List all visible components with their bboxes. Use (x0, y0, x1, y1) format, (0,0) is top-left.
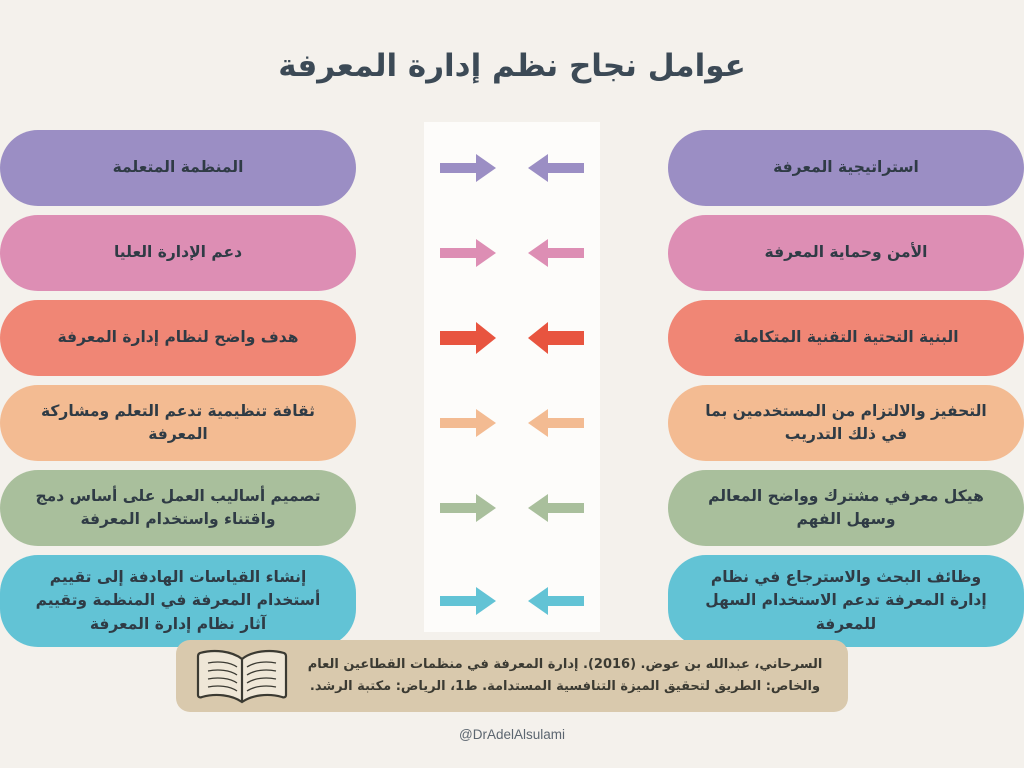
reference-text: السرحاني، عبدالله بن عوض. (2016). إدارة المعرفة في منظمات القطاعين العام والخاص: الطريق لتحقيق الميزة التنافسية المستدامة. ط1، الرياض: مكتبة الرشد. (307, 656, 823, 694)
reference-box (176, 640, 848, 712)
factor-label: دعم الإدارة العليا (113, 243, 243, 262)
arrow-left-icon (526, 321, 584, 355)
factor-pill-left[interactable] (668, 215, 1024, 291)
arrow-right-icon (440, 151, 498, 185)
arrow-right-icon (440, 406, 498, 440)
table-row (0, 300, 1024, 376)
arrow-right-icon (440, 491, 498, 525)
factor-pill-right[interactable] (0, 555, 356, 647)
table-row (0, 130, 1024, 206)
factor-label: هيكل معرفي مشترك وواضح المعالم وسهل الفهم (708, 486, 984, 528)
factor-pill-left[interactable] (668, 470, 1024, 546)
factor-label: وظائف البحث والاسترجاع في نظام إدارة المعرفة تدعم الاستخدام السهل للمعرفة (705, 568, 987, 633)
arrow-pair (424, 300, 600, 376)
factor-label: المنظمة المتعلمة (112, 158, 244, 177)
arrow-pair (424, 385, 600, 461)
arrow-pair (424, 130, 600, 206)
factor-pill-right[interactable] (0, 130, 356, 206)
factor-label: هدف واضح لنظام إدارة المعرفة (57, 328, 299, 347)
arrow-left-icon (526, 236, 584, 270)
factor-pill-right[interactable] (0, 300, 356, 376)
factor-pill-right[interactable] (0, 215, 356, 291)
arrow-left-icon (526, 406, 584, 440)
arrow-pair (424, 215, 600, 291)
open-book-icon (194, 645, 290, 707)
arrow-left-icon (526, 151, 584, 185)
factor-label: البنية التحتية التقنية المتكاملة (733, 328, 959, 347)
arrow-right-icon (440, 321, 498, 355)
factor-label: الأمن وحماية المعرفة (764, 243, 928, 262)
factor-pill-right[interactable] (0, 470, 356, 546)
arrow-left-icon (526, 491, 584, 525)
table-row (0, 215, 1024, 291)
factor-label: ثقافة تنظيمية تدعم التعلم ومشاركة المعرفة (41, 401, 315, 443)
arrow-left-icon (526, 584, 584, 618)
arrow-right-icon (440, 236, 498, 270)
factor-label: التحفيز والالتزام من المستخدمين بما في ذلك التدريب (705, 401, 987, 443)
factor-pill-right[interactable] (0, 385, 356, 461)
factor-label: تصميم أساليب العمل على أساس دمج واقتناء واستخدام المعرفة (35, 486, 321, 528)
arrow-pair (424, 470, 600, 546)
factor-pill-left[interactable] (668, 555, 1024, 647)
table-row (0, 385, 1024, 461)
factor-pill-left[interactable] (668, 385, 1024, 461)
factor-label: إنشاء القياسات الهادفة إلى تقييم أستخدام المعرفة في المنظمة وتقييم آثار نظام إدارة المعرفة (35, 568, 321, 633)
factor-label: استراتيجية المعرفة (773, 158, 919, 177)
author-credit: @DrAdelAlsulami (459, 727, 565, 742)
factor-rows (0, 130, 1024, 656)
factor-pill-left[interactable] (668, 130, 1024, 206)
page-title: عوامل نجاح نظم إدارة المعرفة (278, 48, 746, 84)
factor-pill-left[interactable] (668, 300, 1024, 376)
arrow-pair (424, 555, 600, 647)
table-row (0, 470, 1024, 546)
arrow-right-icon (440, 584, 498, 618)
table-row (0, 555, 1024, 647)
